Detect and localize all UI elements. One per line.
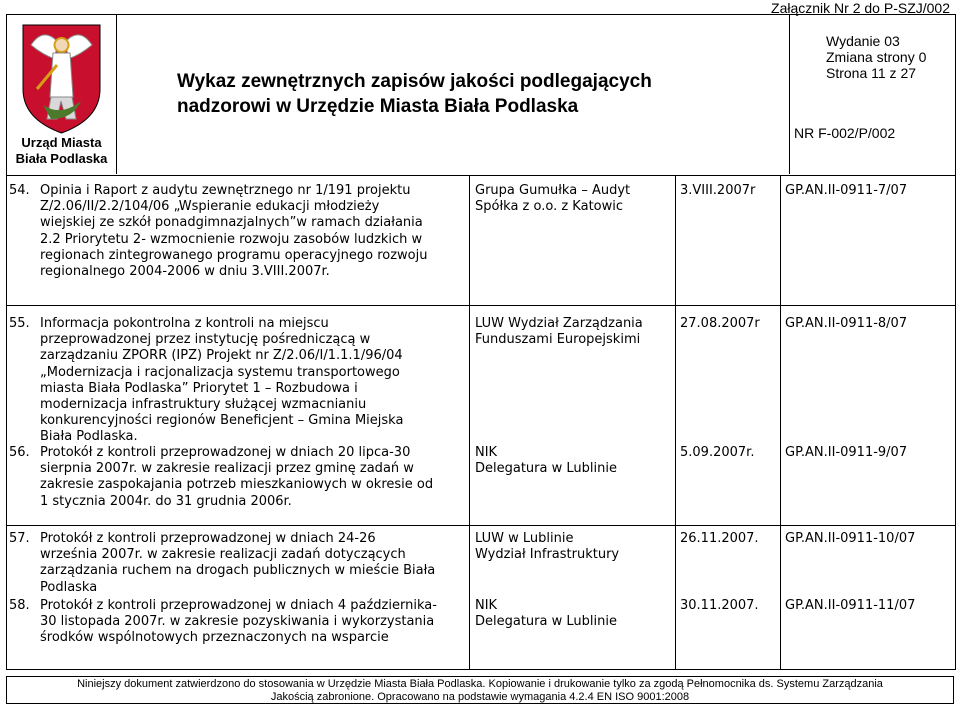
row-date: 30.11.2007. bbox=[680, 598, 759, 613]
column-divider bbox=[780, 175, 781, 305]
column-divider bbox=[675, 306, 676, 525]
logo-caption-line1: Urząd Miasta bbox=[21, 135, 102, 150]
row-number: 57. bbox=[9, 531, 30, 546]
row-description bbox=[40, 531, 468, 596]
institution-line: Spółka z o.o. z Katowic bbox=[475, 199, 624, 215]
description-line: 30 listopada 2007r. w zakresie pozyskiwania i wykorzystania bbox=[40, 614, 435, 630]
row-sign: GP.AN.II-0911-11/07 bbox=[785, 598, 916, 613]
description-line: modernizacja infrastruktury służącej wzmacnianiu bbox=[40, 397, 367, 413]
coat-of-arms-logo bbox=[7, 19, 116, 137]
description-line: zarządzaniu ZPORR (IPZ) Projekt nr Z/2.06/I/1.1.1/96/04 bbox=[40, 348, 403, 364]
page-change: Zmiana strony 0 bbox=[826, 49, 927, 65]
row-number: 55. bbox=[9, 316, 30, 331]
version-cell bbox=[789, 15, 956, 174]
annex-label: Załącznik Nr 2 do P-SZJ/002 bbox=[771, 0, 950, 16]
description-line: konkurencyjności regionów Beneficjent – Gmina Miejska bbox=[40, 413, 404, 429]
description-line: Opinia i Raport z audytu zewnętrznego nr 1/191 projektu bbox=[40, 183, 411, 198]
table-row bbox=[6, 175, 956, 306]
institution-line: NIK bbox=[475, 598, 498, 613]
row-sign: GP.AN.II-0911-9/07 bbox=[785, 445, 908, 460]
column-divider bbox=[469, 175, 470, 305]
logo-cell bbox=[7, 15, 117, 174]
description-line: Biała Podlaska. bbox=[40, 429, 138, 445]
row-description bbox=[40, 183, 468, 280]
row-institution bbox=[475, 598, 671, 630]
row-sign: GP.AN.II-0911-7/07 bbox=[785, 183, 908, 198]
institution-line: Wydział Infrastruktury bbox=[475, 547, 620, 563]
row-institution bbox=[475, 183, 671, 215]
table-row bbox=[6, 526, 956, 670]
description-line: 1 stycznia 2004r. do 31 grudnia 2006r. bbox=[40, 493, 292, 509]
row-date: 26.11.2007. bbox=[680, 531, 759, 546]
column-divider bbox=[469, 526, 470, 669]
description-line: Protokół z kontroli przeprowadzonej w dniach 20 lipca-30 bbox=[40, 445, 411, 460]
title-line1: Wykaz zewnętrznych zapisów jakości podlegających bbox=[177, 71, 652, 92]
description-line: środków wspólnotowych przeznaczonych na wsparcie bbox=[40, 630, 389, 646]
description-line: Informacja pokontrolna z kontroli na miejscu bbox=[40, 316, 329, 331]
description-line: 2.2 Priorytetu 2- wzmocnienie rozwoju zasobów ludzkich w bbox=[40, 231, 423, 247]
row-description bbox=[40, 316, 468, 446]
footer-line2: Jakością zabronione. Opracowano na podstawie wymagania 4.2.4 EN ISO 9001:2008 bbox=[270, 691, 690, 703]
row-institution bbox=[475, 531, 671, 563]
institution-line: Funduszami Europejskimi bbox=[475, 332, 641, 348]
title-line2: nadzorowi w Urzędzie Miasta Biała Podlaska bbox=[177, 96, 579, 117]
column-divider bbox=[780, 526, 781, 669]
row-date: 5.09.2007r. bbox=[680, 445, 755, 460]
column-divider bbox=[469, 306, 470, 525]
row-number: 58. bbox=[9, 598, 30, 613]
description-line: wiejskiej ze szkół ponadgimnazjalnych”w ramach działania bbox=[40, 215, 423, 231]
institution-line: LUW Wydział Zarządzania bbox=[475, 316, 643, 331]
description-line: „Modernizacja i racjonalizacja systemu transportowego bbox=[40, 364, 400, 380]
document-header bbox=[6, 14, 956, 176]
institution-line: Delegatura w Lublinie bbox=[475, 614, 617, 630]
table-row bbox=[6, 306, 956, 526]
edition: Wydanie 03 bbox=[826, 33, 900, 49]
institution-line: Delegatura w Lublinie bbox=[475, 461, 617, 477]
description-line: Podlaska bbox=[40, 579, 98, 595]
logo-caption-line2: Biała Podlaska bbox=[15, 151, 108, 166]
document-title bbox=[177, 69, 652, 119]
page-number: Strona 11 z 27 bbox=[826, 65, 917, 81]
description-line: regionalnego 2004-2006 w dniu 3.VIII.2007r. bbox=[40, 264, 330, 280]
row-description bbox=[40, 598, 468, 647]
column-divider bbox=[780, 306, 781, 525]
row-institution bbox=[475, 316, 671, 348]
description-line: regionach zintegrowanego programu operacyjnego rozwoju bbox=[40, 247, 428, 263]
description-line: Protokół z kontroli przeprowadzonej w dniach 4 października- bbox=[40, 598, 437, 613]
description-line: przeprowadzonej przez instytucję pośredniczącą w bbox=[40, 332, 371, 348]
description-line: zarządzania ruchem na drogach publicznych w mieście Biała bbox=[40, 563, 436, 579]
row-date: 27.08.2007r bbox=[680, 316, 760, 331]
row-sign: GP.AN.II-0911-10/07 bbox=[785, 531, 916, 546]
row-number: 56. bbox=[9, 445, 30, 460]
doc-number: NR F-002/P/002 bbox=[794, 125, 896, 141]
footer-line1: Niniejszy dokument zatwierdzono do stosowania w Urzędzie Miasta Biała Podlaska. Kopiowanie i drukowanie tylko za zgodą Pełnomocnika ds. Systemu Zarządzania bbox=[77, 678, 883, 690]
title-cell bbox=[117, 15, 789, 174]
institution-line: Grupa Gumułka – Audyt bbox=[475, 183, 631, 198]
institution-line: NIK bbox=[475, 445, 498, 460]
description-line: września 2007r. w zakresie realizacji zadań dotyczących bbox=[40, 547, 406, 563]
row-institution bbox=[475, 445, 671, 477]
institution-line: LUW w Lublinie bbox=[475, 531, 574, 546]
document-footer bbox=[6, 676, 954, 704]
row-description bbox=[40, 445, 468, 510]
row-date: 3.VIII.2007r bbox=[680, 183, 756, 198]
description-line: zakresie zaspokajania potrzeb mieszkaniowych w okresie od bbox=[40, 477, 434, 493]
row-number: 54. bbox=[9, 183, 30, 198]
description-line: Protokół z kontroli przeprowadzonej w dniach 24-26 bbox=[40, 531, 376, 546]
description-line: sierpnia 2007r. w zakresie realizacji przez gminę zadań w bbox=[40, 461, 414, 477]
column-divider bbox=[675, 175, 676, 305]
row-sign: GP.AN.II-0911-8/07 bbox=[785, 316, 908, 331]
description-line: Z/2.06/II/2.2/104/06 „Wspieranie edukacji młodzieży bbox=[40, 199, 380, 215]
column-divider bbox=[675, 526, 676, 669]
description-line: miasta Biała Podlaska” Priorytet 1 – Rozbudowa i bbox=[40, 380, 358, 396]
